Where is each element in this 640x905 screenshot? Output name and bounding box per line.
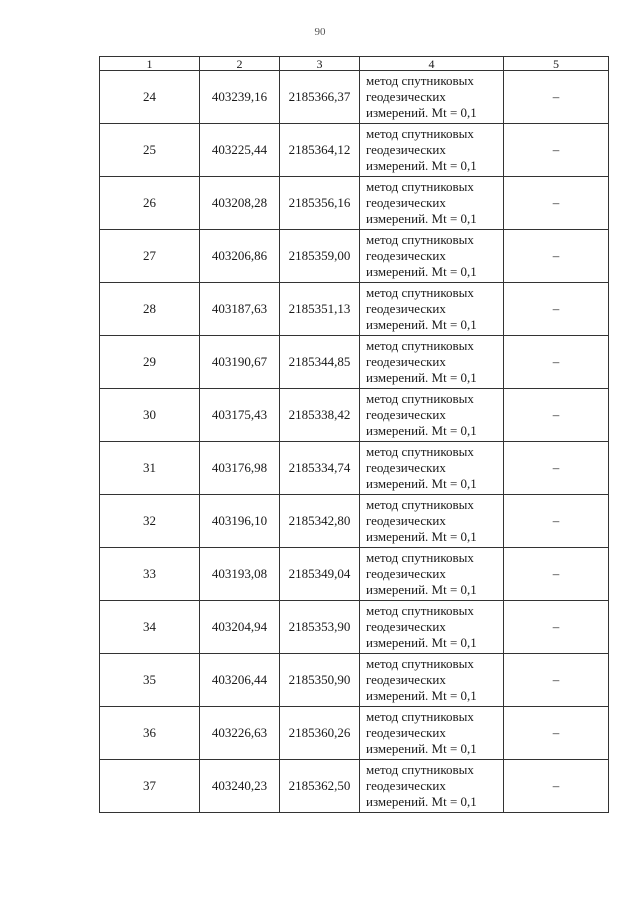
method-text-line: метод спутниковых [366,603,474,618]
x-coordinate-cell: 403240,23 [200,760,280,813]
method-text-line: геодезических [366,89,446,104]
method-cell [360,124,504,177]
table-row [100,495,609,548]
point-number-cell: 36 [100,707,200,760]
method-text-line: измерений. Mt = 0,1 [366,794,477,809]
table-row [100,760,609,813]
method-cell [360,177,504,230]
x-coordinate-cell: 403206,86 [200,230,280,283]
col5-cell: – [504,177,609,230]
method-cell [360,707,504,760]
col5-cell: – [504,71,609,124]
method-text-line: геодезических [366,778,446,793]
y-coordinate-cell: 2185359,00 [280,230,360,283]
method-text-line: метод спутниковых [366,232,474,247]
method-text-line: измерений. Mt = 0,1 [366,423,477,438]
point-number-cell: 25 [100,124,200,177]
method-text-line: метод спутниковых [366,444,474,459]
method-cell [360,230,504,283]
method-text-line: метод спутниковых [366,285,474,300]
method-cell [360,283,504,336]
col5-cell: – [504,124,609,177]
x-coordinate-cell: 403226,63 [200,707,280,760]
x-coordinate-cell: 403190,67 [200,336,280,389]
header-col-5: 5 [504,57,609,71]
method-text-line: метод спутниковых [366,656,474,671]
method-text-line: измерений. Mt = 0,1 [366,582,477,597]
method-text-line: геодезических [366,301,446,316]
table-row [100,548,609,601]
point-number-cell: 31 [100,442,200,495]
table-body [100,71,609,813]
method-cell [360,336,504,389]
y-coordinate-cell: 2185353,90 [280,601,360,654]
method-text-line: геодезических [366,142,446,157]
method-text-line: измерений. Mt = 0,1 [366,476,477,491]
col5-cell: – [504,707,609,760]
col5-cell: – [504,389,609,442]
method-text-line: метод спутниковых [366,550,474,565]
method-text-line: измерений. Mt = 0,1 [366,105,477,120]
table-row [100,124,609,177]
x-coordinate-cell: 403176,98 [200,442,280,495]
col5-cell: – [504,336,609,389]
method-cell [360,601,504,654]
x-coordinate-cell: 403196,10 [200,495,280,548]
y-coordinate-cell: 2185356,16 [280,177,360,230]
method-cell [360,548,504,601]
coordinates-table [99,56,609,813]
method-text-line: метод спутниковых [366,497,474,512]
y-coordinate-cell: 2185334,74 [280,442,360,495]
x-coordinate-cell: 403239,16 [200,71,280,124]
method-text-line: метод спутниковых [366,762,474,777]
page-number: 90 [314,26,326,38]
method-text-line: метод спутниковых [366,73,474,88]
table-row [100,230,609,283]
method-text-line: геодезических [366,513,446,528]
point-number-cell: 35 [100,654,200,707]
method-text-line: измерений. Mt = 0,1 [366,211,477,226]
table-row [100,177,609,230]
col5-cell: – [504,548,609,601]
method-text-line: метод спутниковых [366,391,474,406]
method-cell [360,389,504,442]
method-text-line: измерений. Mt = 0,1 [366,688,477,703]
method-text-line: метод спутниковых [366,126,474,141]
y-coordinate-cell: 2185351,13 [280,283,360,336]
method-cell [360,442,504,495]
method-text-line: геодезических [366,619,446,634]
y-coordinate-cell: 2185349,04 [280,548,360,601]
y-coordinate-cell: 2185350,90 [280,654,360,707]
y-coordinate-cell: 2185344,85 [280,336,360,389]
col5-cell: – [504,654,609,707]
table-row [100,336,609,389]
point-number-cell: 34 [100,601,200,654]
method-text-line: измерений. Mt = 0,1 [366,158,477,173]
col5-cell: – [504,760,609,813]
point-number-cell: 37 [100,760,200,813]
method-text-line: геодезических [366,248,446,263]
method-cell [360,71,504,124]
table-row [100,654,609,707]
col5-cell: – [504,495,609,548]
method-text-line: метод спутниковых [366,179,474,194]
method-cell [360,654,504,707]
header-col-4: 4 [360,57,504,71]
method-text-line: геодезических [366,672,446,687]
table-row [100,442,609,495]
x-coordinate-cell: 403206,44 [200,654,280,707]
point-number-cell: 33 [100,548,200,601]
method-text-line: измерений. Mt = 0,1 [366,317,477,332]
point-number-cell: 24 [100,71,200,124]
method-text-line: измерений. Mt = 0,1 [366,370,477,385]
y-coordinate-cell: 2185364,12 [280,124,360,177]
x-coordinate-cell: 403208,28 [200,177,280,230]
y-coordinate-cell: 2185360,26 [280,707,360,760]
x-coordinate-cell: 403225,44 [200,124,280,177]
method-text-line: измерений. Mt = 0,1 [366,529,477,544]
y-coordinate-cell: 2185342,80 [280,495,360,548]
method-text-line: геодезических [366,407,446,422]
method-cell [360,495,504,548]
method-text-line: геодезических [366,460,446,475]
method-text-line: геодезических [366,354,446,369]
point-number-cell: 32 [100,495,200,548]
method-text-line: измерений. Mt = 0,1 [366,264,477,279]
x-coordinate-cell: 403175,43 [200,389,280,442]
method-text-line: измерений. Mt = 0,1 [366,741,477,756]
x-coordinate-cell: 403193,08 [200,548,280,601]
table-header-row [100,57,609,71]
table-row [100,389,609,442]
point-number-cell: 27 [100,230,200,283]
method-text-line: измерений. Mt = 0,1 [366,635,477,650]
col5-cell: – [504,601,609,654]
method-cell [360,760,504,813]
col5-cell: – [504,230,609,283]
table-row [100,283,609,336]
point-number-cell: 30 [100,389,200,442]
header-col-2: 2 [200,57,280,71]
y-coordinate-cell: 2185366,37 [280,71,360,124]
x-coordinate-cell: 403187,63 [200,283,280,336]
x-coordinate-cell: 403204,94 [200,601,280,654]
table-row [100,601,609,654]
method-text-line: геодезических [366,725,446,740]
table-row [100,707,609,760]
point-number-cell: 26 [100,177,200,230]
col5-cell: – [504,442,609,495]
y-coordinate-cell: 2185362,50 [280,760,360,813]
header-col-1: 1 [100,57,200,71]
method-text-line: метод спутниковых [366,709,474,724]
col5-cell: – [504,283,609,336]
method-text-line: метод спутниковых [366,338,474,353]
y-coordinate-cell: 2185338,42 [280,389,360,442]
method-text-line: геодезических [366,195,446,210]
point-number-cell: 29 [100,336,200,389]
point-number-cell: 28 [100,283,200,336]
header-col-3: 3 [280,57,360,71]
method-text-line: геодезических [366,566,446,581]
table-row [100,71,609,124]
